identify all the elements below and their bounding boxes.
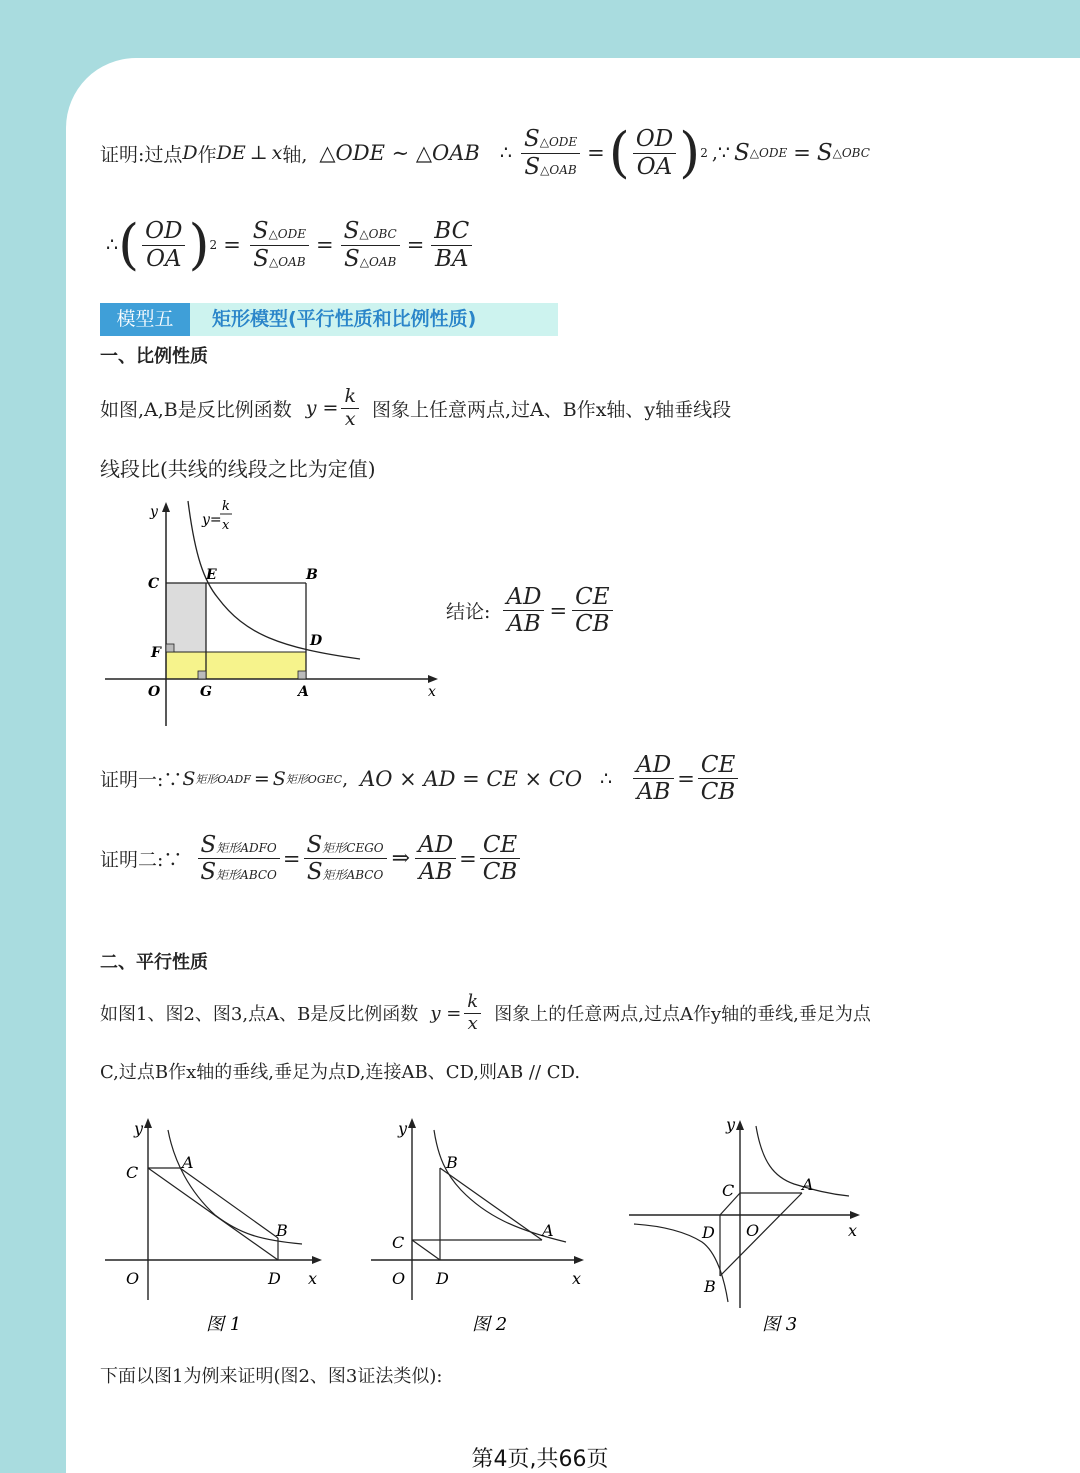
svg-text:x: x (308, 1269, 318, 1288)
svg-text:C: C (148, 576, 160, 592)
svg-text:D: D (268, 1269, 281, 1288)
k-over-x: $\frac{k}{x}$ (341, 386, 359, 431)
svg-text:D: D (436, 1269, 449, 1288)
svg-text:图 2: 图 2 (472, 1314, 508, 1335)
svg-text:y: y (150, 504, 158, 520)
svg-text:k: k (222, 499, 230, 514)
therefore-symbol: ∴ (106, 234, 119, 256)
s-obc-over-s-oab: $\frac{\text{S△OBC}}{\text{S△OAB}}$ (341, 218, 400, 272)
svg-text:G: G (200, 684, 212, 700)
svg-text:图 1: 图 1 (206, 1314, 242, 1335)
figure-rectangle-model (100, 496, 445, 731)
svg-text:C: C (722, 1181, 735, 1200)
ratio-line: ∴ ( $\frac{OD}{OA}$ ) 2 = $\frac{\text{S△ODE}}{\text{S△OAB}}$ = $\frac{\text{S△OBC}}{\text{S△OAB}}$ = $\frac{BC}{BA}$ (106, 218, 475, 272)
figure-3 (624, 1112, 874, 1342)
svg-text:O: O (392, 1269, 406, 1288)
banner-tag: 模型五 (100, 303, 190, 336)
section1-line2: 线段比(共线的线段之比为定值) (100, 457, 376, 481)
svg-text:B: B (446, 1153, 458, 1172)
svg-text:C: C (126, 1163, 139, 1182)
proof-two: 证明二:∵ $\frac{\text{S矩形ADFO}}{\text{S矩形ABCO}}$ = $\frac{\text{S矩形CEGO}}{\text{S矩形ABCO}}$ ⇒ $\frac{AD}{AB}$ = $\frac{CE}{CB}$ (100, 832, 523, 886)
equals: = (587, 141, 605, 165)
svg-text:x: x (848, 1221, 858, 1240)
model-banner (100, 303, 558, 336)
bc-over-ba: $\frac{BC}{BA}$ (431, 218, 472, 272)
svg-text:O: O (126, 1269, 140, 1288)
figure-1 (100, 1112, 330, 1342)
because-symbol: ,∵ (711, 142, 731, 164)
text-zuo: 作 (197, 143, 217, 166)
od-oa-fraction: $\frac{OD}{OA}$ (633, 126, 676, 180)
svg-text:O: O (148, 684, 161, 700)
figure-2 (366, 1112, 596, 1342)
svg-text:A: A (802, 1175, 814, 1194)
svg-text:B: B (276, 1221, 288, 1240)
proof-top-line: 证明:过点 D 作 DE ⊥ x 轴, △ODE ∼ △OAB ∴ $\frac{\text{S△ODE}}{\text{S△OAB}}$ = ( $\frac{OD}{OA}$ ) 2 ,∵ S △ODE = S △OBC (100, 121, 870, 184)
conclusion: 结论: $\frac{AD}{AB}$ = $\frac{CE}{CB}$ (446, 584, 616, 638)
svg-text:y=: y= (202, 512, 222, 528)
page-footer: 第4页,共66页 (471, 1447, 609, 1472)
yellow-rectangle (166, 652, 306, 679)
svg-text:y: y (134, 1119, 144, 1138)
closing-text: 下面以图1为例来证明(图2、图3证法类似): (100, 1366, 443, 1387)
text-axis: 轴, (282, 143, 308, 166)
s-ode-over-s-oab: $\frac{\text{S△ODE}}{\text{S△OAB}}$ (250, 218, 309, 272)
section1-heading: 一、比例性质 (100, 346, 208, 367)
svg-text:y: y (726, 1115, 736, 1134)
od-oa-fraction: $\frac{OD}{OA}$ (142, 218, 185, 272)
svg-text:E: E (206, 567, 217, 583)
proof-one: 证明一:∵ S 矩形OADF = S 矩形OGEC , AO × AD = CE × CO ∴ $\frac{AD}{AB}$ = $\frac{CE}{CB}$ (100, 752, 741, 806)
svg-text:y: y (398, 1119, 408, 1138)
svg-text:B: B (306, 567, 318, 583)
svg-text:D: D (702, 1223, 715, 1242)
left-paren: ( (118, 213, 140, 276)
svg-text:x: x (222, 518, 230, 533)
area-ratio-fraction: $\frac{\text{S△ODE}}{\text{S△OAB}}$ (521, 126, 580, 180)
proof-prefix: 证明:过点 (100, 143, 183, 166)
section1-description: 如图,A,B是反比例函数 y = $\frac{k}{x}$ 图象上任意两点,过A、B作x轴、y轴垂线段 (100, 385, 732, 430)
square-exponent: 2 (209, 238, 218, 252)
therefore-symbol: ∴ (499, 142, 512, 164)
similar-triangles: △ODE ∼ △OAB (319, 141, 480, 165)
square-exponent: 2 (700, 146, 708, 160)
banner-title: 矩形模型(平行性质和比例性质) (212, 308, 477, 330)
right-paren: ) (188, 213, 210, 276)
svg-text:A: A (298, 684, 309, 700)
section2-line1: 如图1、图2、图3,点A、B是反比例函数 y = $\frac{k}{x}$ 图象上的任意两点,过点A作y轴的垂线,垂足为点 (100, 991, 871, 1034)
perp-symbol: ⊥ (249, 142, 268, 164)
segment-de: DE (216, 142, 246, 164)
svg-text:x: x (428, 684, 436, 700)
svg-text:C: C (392, 1233, 405, 1252)
right-paren: ) (679, 121, 701, 184)
svg-text:A: A (542, 1221, 554, 1240)
svg-text:B: B (704, 1277, 716, 1296)
section2-heading: 二、平行性质 (100, 952, 208, 973)
x-var: x (271, 142, 283, 164)
svg-text:图 3: 图 3 (762, 1314, 798, 1335)
svg-text:O: O (746, 1221, 760, 1240)
section2-line2: C,过点B作x轴的垂线,垂足为点D,连接AB、CD,则AB // CD. (100, 1062, 581, 1083)
svg-text:A: A (182, 1153, 194, 1172)
point-d: D (182, 142, 198, 164)
svg-text:D: D (310, 633, 323, 649)
svg-text:F: F (151, 645, 161, 661)
svg-text:x: x (572, 1269, 582, 1288)
left-paren: ( (608, 121, 630, 184)
